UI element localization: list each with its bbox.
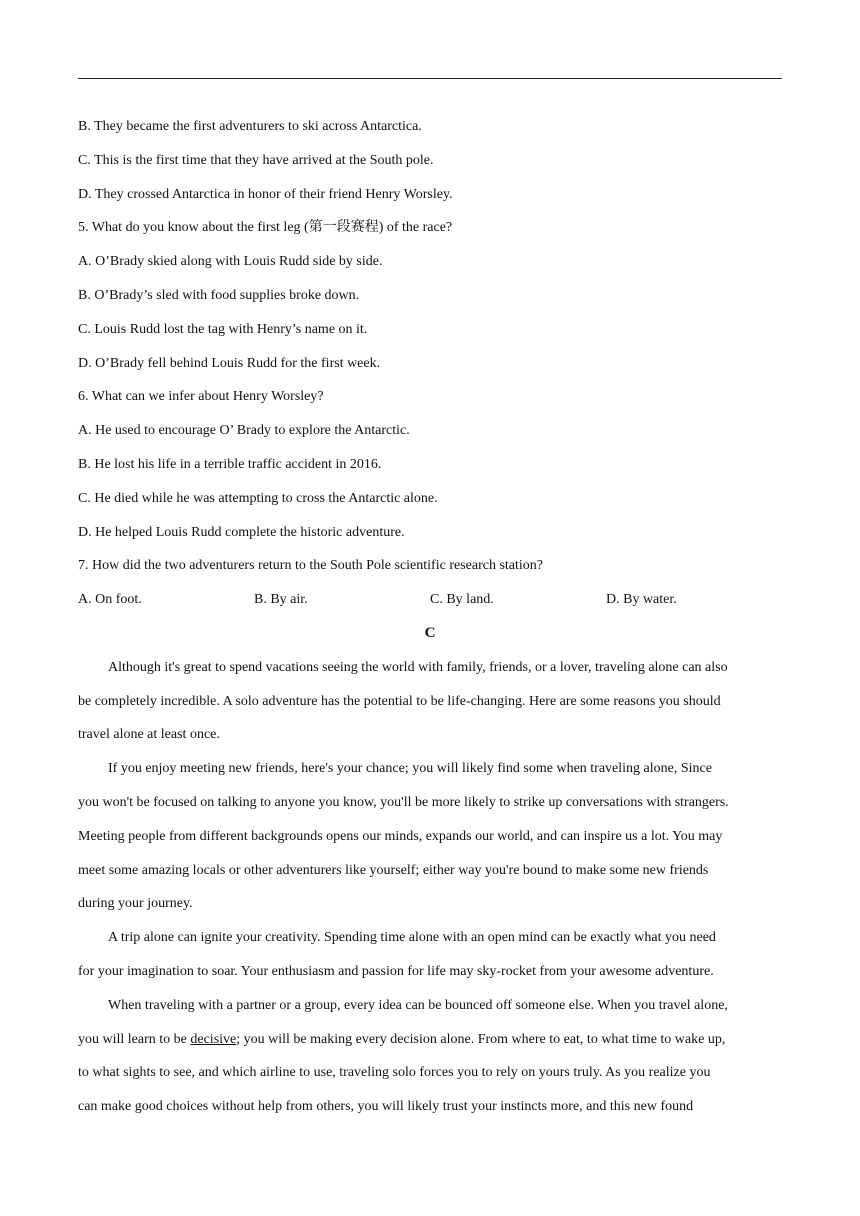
paragraph-line: you won't be focused on talking to anyone you know, you'll be more likely to strike up conversations with strangers. <box>78 794 729 810</box>
q7-option-a: A. On foot. <box>78 592 142 608</box>
paragraph-line: be completely incredible. A solo adventure has the potential to be life-changing. Here are some reasons you should <box>78 693 721 709</box>
passage-c-paragraph-1 <box>78 651 790 752</box>
q6-option-b: B. He lost his life in a terrible traffic accident in 2016. <box>78 456 382 472</box>
paragraph-line: to what sights to see, and which airline to use, traveling solo forces you to rely on yours truly. As you realize you <box>78 1065 711 1081</box>
passage-c-title: C <box>424 624 436 641</box>
underlined-word-decisive: decisive <box>190 1031 237 1047</box>
header-rule <box>78 78 782 79</box>
paragraph-line-with-underline <box>48 1023 790 1057</box>
q5-option-d: D. O’Brady fell behind Louis Rudd for the first week. <box>78 355 381 371</box>
paragraph-line: A trip alone can ignite your creativity. Spending time alone with an open mind can be exactly what you need <box>108 930 716 946</box>
passage-c-paragraph-3 <box>78 921 790 989</box>
q5-stem: 5. What do you know about the first leg (第一段赛程) of the race? <box>78 220 453 236</box>
q7-options <box>78 583 794 617</box>
page-content <box>78 110 794 1124</box>
q6-option-c: C. He died while he was attempting to cross the Antarctic alone. <box>78 490 438 506</box>
paragraph-line: travel alone at least once. <box>78 727 220 743</box>
q7-option-c: C. By land. <box>430 592 494 608</box>
q4-option-d: D. They crossed Antarctica in honor of their friend Henry Worsley. <box>78 186 453 202</box>
q5-option-a: A. O’Brady skied along with Louis Rudd side by side. <box>78 254 383 270</box>
q5-option-c: C. Louis Rudd lost the tag with Henry’s name on it. <box>78 321 368 337</box>
q6-option-a: A. He used to encourage O’ Brady to explore the Antarctic. <box>78 423 410 439</box>
paragraph-line: Although it's great to spend vacations seeing the world with family, friends, or a lover, traveling alone can also <box>108 659 728 675</box>
passage-c-paragraph-4 <box>78 989 790 1124</box>
paragraph-line: If you enjoy meeting new friends, here's your chance; you will likely find some when traveling alone, Since <box>108 761 712 777</box>
paragraph-line: during your journey. <box>78 896 193 912</box>
q6-option-d: D. He helped Louis Rudd complete the historic adventure. <box>78 524 405 540</box>
q4-option-b: B. They became the first adventurers to ski across Antarctica. <box>78 119 422 134</box>
q6-stem: 6. What can we infer about Henry Worsley? <box>78 389 324 405</box>
paragraph-line: When traveling with a partner or a group, every idea can be bounced off someone else. When you travel alone, <box>108 997 728 1013</box>
q4-option-c: C. This is the first time that they have arrived at the South pole. <box>78 152 434 168</box>
paragraph-line: for your imagination to soar. Your enthusiasm and passion for life may sky-rocket from your awesome adventure. <box>78 963 714 979</box>
text-segment: ; you will be making every decision alone. From where to eat, to what time to wake up, <box>236 1031 726 1047</box>
q7-stem: 7. How did the two adventurers return to the South Pole scientific research station? <box>78 558 543 574</box>
q7-option-b: B. By air. <box>254 592 308 608</box>
paragraph-line: can make good choices without help from others, you will likely trust your instincts more, and this new found <box>78 1099 694 1115</box>
paragraph-line: meet some amazing locals or other adventurers like yourself; either way you're bound to make some new friends <box>78 862 709 878</box>
paragraph-line: Meeting people from different backgrounds opens our minds, expands our world, and can inspire us a lot. You may <box>78 828 723 844</box>
text-segment: you will learn to be <box>78 1031 191 1047</box>
q7-option-d: D. By water. <box>606 592 677 608</box>
passage-c-paragraph-2 <box>78 752 790 921</box>
q5-option-b: B. O’Brady’s sled with food supplies broke down. <box>78 287 360 303</box>
